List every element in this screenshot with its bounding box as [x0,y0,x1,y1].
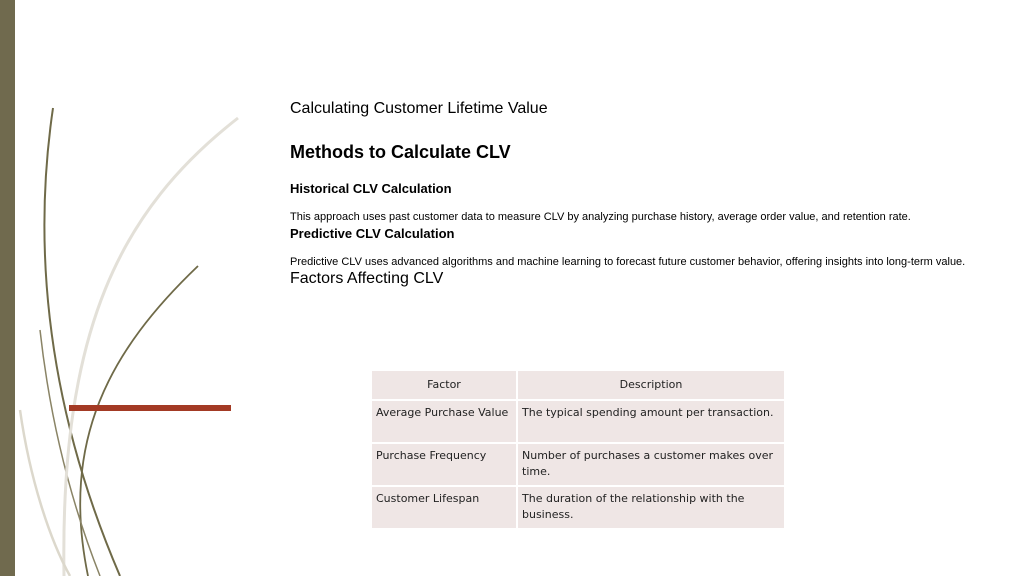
cell-factor: Average Purchase Value [371,400,517,443]
red-accent-bar [69,405,231,411]
cell-factor: Purchase Frequency [371,443,517,486]
header-description: Description [517,370,785,400]
cell-description: Number of purchases a customer makes over time. [517,443,785,486]
slide-title: Calculating Customer Lifetime Value [290,100,548,117]
cell-description: The duration of the relationship with the business. [517,486,785,529]
section-heading: Methods to Calculate CLV [290,142,511,162]
curve-olive-1 [44,108,120,576]
factors-table [370,369,786,530]
factors-heading: Factors Affecting CLV [290,270,444,287]
cell-factor: Customer Lifespan [371,486,517,529]
decorative-curves [0,0,260,576]
table-row [371,443,785,486]
method-heading-historical: Historical CLV Calculation [290,181,452,196]
curve-grey-1 [64,118,238,576]
cell-description: The typical spending amount per transaction. [517,400,785,443]
method-text-historical: This approach uses past customer data to measure CLV by analyzing purchase history, average order value, and retention rate. [290,211,911,223]
table-header-row [371,370,785,400]
method-heading-predictive: Predictive CLV Calculation [290,226,455,241]
method-text-predictive: Predictive CLV uses advanced algorithms and machine learning to forecast future customer behavior, offering insights into long-term value. [290,256,966,268]
curve-olive-3 [40,330,100,576]
header-factor: Factor [371,370,517,400]
table-row [371,486,785,529]
table-row [371,400,785,443]
